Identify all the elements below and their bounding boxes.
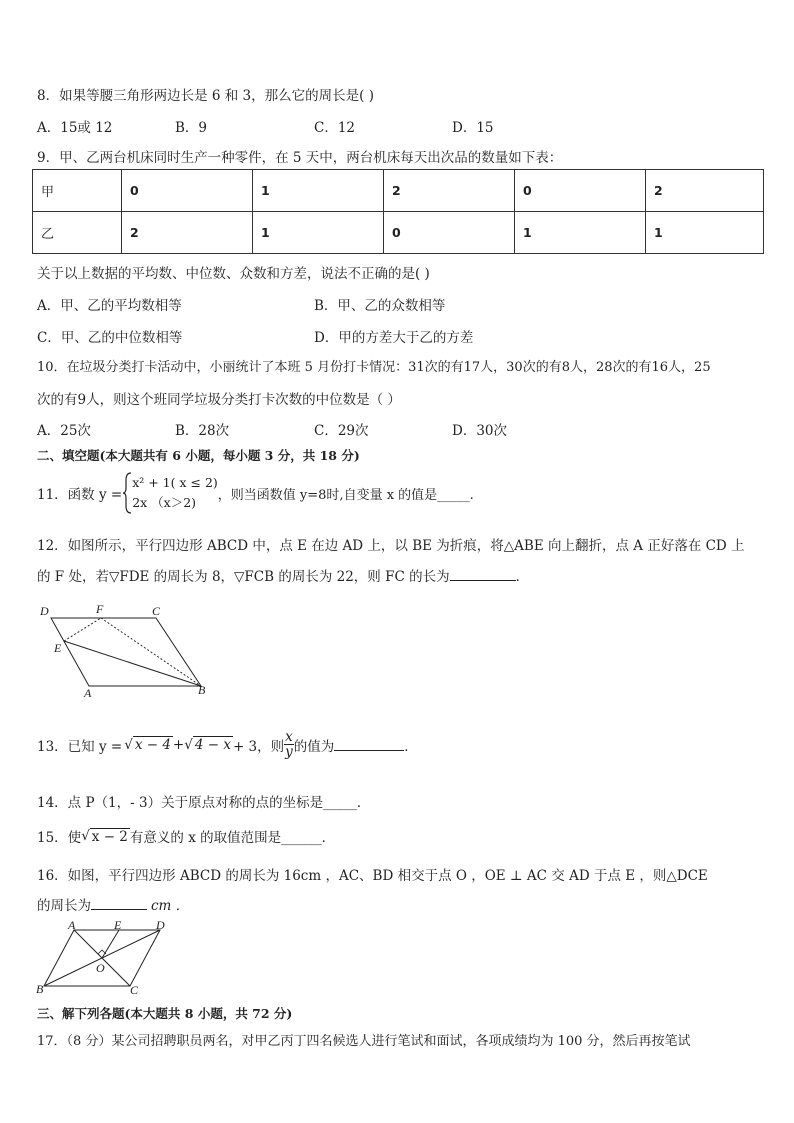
table-cell: 0 [384,212,515,254]
parallelogram-abcd [51,618,201,686]
q16-line2-prefix: 的周长为 [37,898,91,914]
segment-be [64,641,201,686]
q10-option-b: B．28次 [175,423,230,439]
q13-root2: 4 − x [194,737,231,753]
q8-stem: 8．如果等腰三角形两边长是 6 和 3，那么它的周长是( ) [37,88,374,104]
q13: 13．已知 y = √ x − 4 + √ 4 − x + 3，则 $\frac{x}{y}$ 的值为 ． [37,729,418,760]
q12-parallelogram-figure [36,600,216,700]
q10-line2: 次的有9人，则这个班同学垃圾分类打卡次数的中位数是（ ） [37,392,401,408]
q9-option-d: D．甲的方差大于乙的方差 [314,330,474,346]
section-3-heading: 三、解下列各题(本大题共 8 小题，共 72 分) [37,1006,293,1021]
q13-root1: x − 4 [134,737,171,753]
table-cell: 1 [515,212,646,254]
point-label-b: B [198,683,206,697]
table-cell: 甲 [33,170,122,212]
point-label-c: C [152,604,161,618]
fraction-denominator: y [285,744,293,760]
point-label-f: F [96,602,104,616]
q10-option-d: D．30次 [452,423,508,439]
q13-prefix: 13．已知 y = [37,738,123,755]
q16-line1: 16．如图，平行四边形 ABCD 的周长为 16cm ，AC、BD 相交于点 O ，OE ⊥ AC 交 AD 于点 E ，则△DCE [37,868,708,884]
q16-line2-wrap [37,894,189,914]
answer-blank [91,897,147,910]
q9-data-table [32,169,764,254]
q12-line1: 12．如图所示，平行四边形 ABCD 中，点 E 在边 AD 上，以 BE 为折痕，将△ABE 向上翻折，点 A 正好落在 CD 上 [37,538,745,554]
q10-option-a: A．25次 [37,423,91,439]
q13-plus3: + 3，则 [232,738,285,755]
point-label-e: E [54,641,62,655]
table-cell: 0 [515,170,646,212]
q9-option-c: C．甲、乙的中位数相等 [37,330,183,346]
q13-suffix: 的值为 [293,738,335,755]
brace-symbol [122,472,132,514]
q8-option-d: D．15 [452,120,494,136]
table-cell: 1 [646,212,764,254]
q11 [37,472,474,514]
table-cell: 1 [253,170,384,212]
table-cell: 1 [253,212,384,254]
q12-line2: 的 F 处，若▽FDE 的周长为 8，▽FCB 的周长为 22，则 FC 的长为 [37,569,450,585]
q9-option-b: B．甲、乙的众数相等 [314,298,446,314]
q13-plus: + [172,736,185,753]
answer-blank [334,738,404,751]
table-cell: 2 [646,170,764,212]
point-label-d: D [40,604,49,618]
point-label-a: A [68,920,76,932]
point-label-e: E [114,920,122,932]
point-label-b: B [36,982,44,996]
q8-option-a: A．15或 12 [37,120,113,136]
q9-stem: 9．甲、乙两台机床同时生产一种零件，在 5 天中，两台机床每天出次品的数量如下表： [37,150,563,166]
q9-option-a: A．甲、乙的平均数相等 [37,298,182,314]
point-label-o: O [96,961,105,975]
table-cell: 0 [122,170,253,212]
segment-fb [101,618,201,686]
q8-option-b: B．9 [175,120,208,136]
answer-blank [450,568,516,581]
q16-parallelogram-figure [34,920,174,1000]
q15-root: x − 2 [91,828,128,845]
fraction-x-over-y [284,730,294,759]
q11-case1: x² + 1( x ≤ 2) [132,475,218,490]
q12-line2-end: ． [515,569,530,585]
q8-option-c: C．12 [314,120,356,136]
q11-prefix: 11．函数 y = [37,487,123,503]
q15-suffix: 有意义的 x 的取值范围是______． [129,830,336,846]
point-label-a: A [84,686,92,700]
q10-line1: 10．在垃圾分类打卡活动中，小丽统计了本班 5 月份打卡情况：31次的有17人，30次的有8人，28次的有16人，25 [37,360,711,375]
point-label-c: C [130,983,139,997]
q15: 15．使 √ x − 2 有意义的 x 的取值范围是______． [37,828,336,846]
q11-case2: 2x （x＞2) [132,495,197,510]
point-label-d: D [156,920,165,932]
q11-cases [132,473,218,513]
q9-question: 关于以上数据的平均数、中位数、众数和方差，说法不正确的是( ) [37,266,430,282]
table-cell: 2 [384,170,515,212]
q16-line2-unit: cm ． [151,898,190,914]
q13-end: ． [404,738,418,755]
table-row [33,212,764,254]
q15-prefix: 15．使 [37,830,82,846]
segment-ef [64,618,101,641]
fraction-numerator: x [285,729,293,745]
q14: 14．点 P（1，- 3）关于原点对称的点的坐标是_____． [37,795,371,811]
q17: 17．（8 分）某公司招聘职员两名，对甲乙丙丁四名候选人进行笔试和面试，各项成绩均为 100 分，然后再按笔试 [37,1034,691,1049]
table-row [33,170,764,212]
table-cell: 2 [122,212,253,254]
q12-line2-wrap [37,565,529,585]
q10-option-c: C．29次 [314,423,369,439]
table-cell: 乙 [33,212,122,254]
q11-suffix: ，则当函数值 y=8时,自变量 x 的值是_____. [217,487,474,503]
section-2-heading: 二、填空题(本大题共有 6 小题，每小题 3 分，共 18 分) [37,448,360,463]
